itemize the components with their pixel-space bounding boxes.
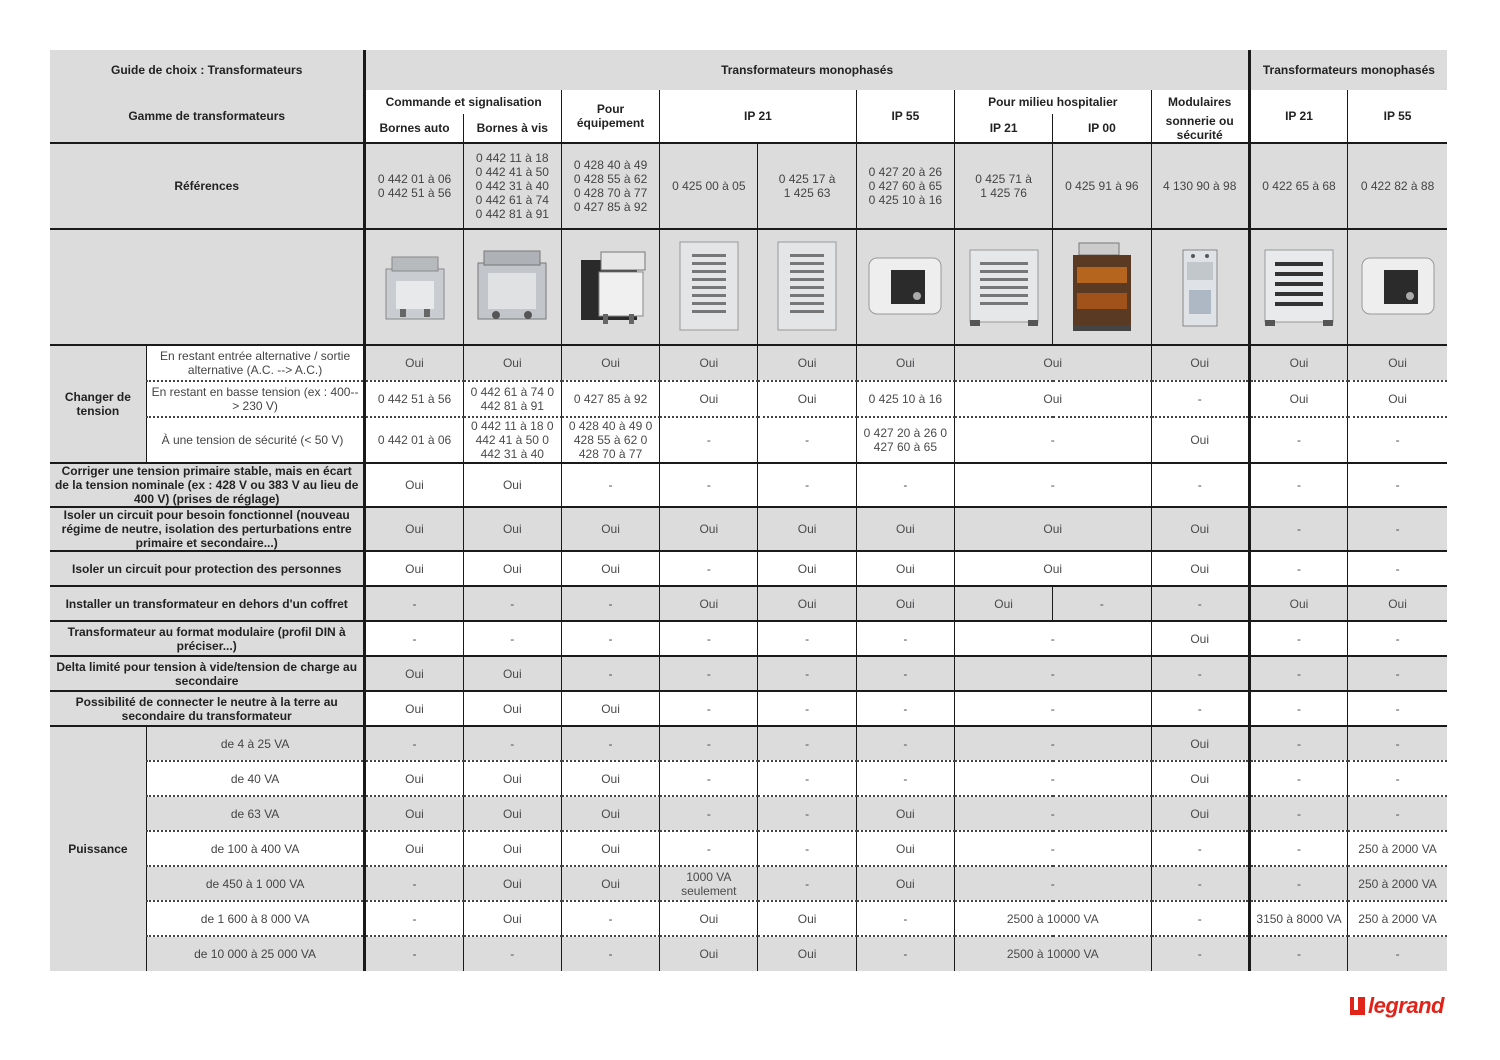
ref-line: 1 425 76 bbox=[980, 186, 1027, 200]
row-label: Isoler un circuit pour besoin fonctionnel (nouveau régime de neutre, isolation des perturbations entre primaire et secondaire...) bbox=[50, 507, 365, 551]
ref-line: 0 442 11 à 18 bbox=[476, 151, 549, 165]
cell-value: - bbox=[365, 901, 463, 936]
cell-value: - bbox=[660, 691, 758, 726]
cell-value: - bbox=[1348, 463, 1447, 507]
cell-value: - bbox=[463, 621, 561, 656]
cell-value: - bbox=[463, 936, 561, 971]
transformer-open-icon bbox=[1053, 229, 1151, 345]
ref-line: 0 442 01 à 06 bbox=[377, 172, 452, 186]
cell-value: Oui bbox=[463, 691, 561, 726]
ref-line: 0 425 10 à 16 bbox=[868, 193, 943, 207]
modular-din-icon bbox=[1151, 229, 1249, 345]
transformer-black-icon bbox=[561, 229, 659, 345]
cell-value: - bbox=[856, 726, 954, 761]
row-sub-label: À une tension de sécurité (< 50 V) bbox=[146, 417, 365, 463]
cell-value: Oui bbox=[758, 345, 856, 381]
cell-value: Oui bbox=[1249, 586, 1347, 621]
cell-value: Oui bbox=[758, 901, 856, 936]
cell-value: Oui bbox=[1249, 381, 1347, 417]
row-sub-label: de 100 à 400 VA bbox=[146, 831, 365, 866]
brand-name: legrand bbox=[1368, 993, 1444, 1018]
cell-value: - bbox=[856, 463, 954, 507]
ref-cell bbox=[954, 143, 1052, 229]
cell-value: Oui bbox=[856, 507, 954, 551]
table-row bbox=[50, 621, 1447, 656]
enclosure-ip55-icon bbox=[1348, 229, 1447, 345]
selection-guide-table bbox=[50, 50, 1447, 971]
cell-value: - bbox=[856, 691, 954, 726]
cell-value: 2500 à 10000 VA bbox=[954, 936, 1151, 971]
ref-line: 0 428 40 à 49 bbox=[573, 158, 648, 172]
cell-value: - bbox=[954, 691, 1151, 726]
cell-value: - bbox=[758, 621, 856, 656]
enclosure-ip21-icon bbox=[1249, 229, 1347, 345]
cell-value: Oui bbox=[365, 656, 463, 691]
ref-cell bbox=[463, 143, 561, 229]
cell-value: Oui bbox=[463, 866, 561, 901]
header-bell-safety: sonnerie ou sécurité bbox=[1151, 114, 1249, 143]
power-label: Puissance bbox=[50, 726, 146, 971]
row-label: Installer un transformateur en dehors d'un coffret bbox=[50, 586, 365, 621]
cell-value: Oui bbox=[561, 345, 659, 381]
header-hospital: Pour milieu hospitalier bbox=[954, 90, 1151, 114]
cell-value: - bbox=[758, 796, 856, 831]
cell-value: Oui bbox=[954, 507, 1151, 551]
cell-value: - bbox=[365, 866, 463, 901]
ref-cell: 0 425 00 à 05 bbox=[660, 143, 758, 229]
cell-value: - bbox=[561, 936, 659, 971]
cell-value: Oui bbox=[1151, 417, 1249, 463]
cell-value: 250 à 2000 VA bbox=[1348, 866, 1447, 901]
header-single-phase-2: Transformateurs monophasés bbox=[1249, 50, 1447, 90]
cell-value: Oui bbox=[954, 586, 1052, 621]
cell-value: Oui bbox=[1348, 586, 1447, 621]
product-images-row bbox=[50, 229, 1447, 345]
page-title: Guide de choix : Transformateurs bbox=[50, 50, 365, 90]
cell-value: - bbox=[660, 726, 758, 761]
cell-value: - bbox=[1151, 463, 1249, 507]
table-row bbox=[50, 463, 1447, 507]
cell-value: Oui bbox=[856, 345, 954, 381]
enclosure-ip21-icon bbox=[758, 229, 856, 345]
row-label: Corriger une tension primaire stable, mais en écart de la tension nominale (ex : 428 V ou 383 V au lieu de 400 V) (prises de réglage) bbox=[50, 463, 365, 507]
cell-value: 0 427 20 à 26 0 427 60 à 65 bbox=[856, 417, 954, 463]
table-row bbox=[50, 656, 1447, 691]
cell-value: - bbox=[561, 463, 659, 507]
cell-value: Oui bbox=[660, 381, 758, 417]
cell-value: Oui bbox=[365, 796, 463, 831]
range-label: Gamme de transformateurs bbox=[50, 90, 365, 143]
cell-value: - bbox=[561, 901, 659, 936]
cell-value: - bbox=[365, 726, 463, 761]
header-hospital-ip00: IP 00 bbox=[1053, 114, 1151, 143]
cell-value: Oui bbox=[660, 901, 758, 936]
cell-value: 1000 VA seulement bbox=[660, 866, 758, 901]
cell-value: 0 427 85 à 92 bbox=[561, 381, 659, 417]
cell-value: - bbox=[1249, 761, 1347, 796]
cell-value: - bbox=[463, 586, 561, 621]
header-equipment: Pour équipement bbox=[561, 90, 659, 143]
cell-value: Oui bbox=[1151, 551, 1249, 586]
cell-value: Oui bbox=[856, 796, 954, 831]
cell-value: Oui bbox=[758, 586, 856, 621]
cell-value: Oui bbox=[365, 761, 463, 796]
cell-value: Oui bbox=[660, 507, 758, 551]
cell-value: - bbox=[1249, 796, 1347, 831]
power-row bbox=[50, 831, 1447, 866]
header-tri-ip21: IP 21 bbox=[1249, 90, 1347, 143]
cell-value: - bbox=[660, 551, 758, 586]
enclosure-ip21-icon bbox=[660, 229, 758, 345]
header-modular: Modulaires bbox=[1151, 90, 1249, 114]
cell-value: Oui bbox=[463, 831, 561, 866]
cell-value: - bbox=[1348, 551, 1447, 586]
row-label: Possibilité de connecter le neutre à la terre au secondaire du transformateur bbox=[50, 691, 365, 726]
cell-value: Oui bbox=[463, 656, 561, 691]
cell-value: Oui bbox=[856, 866, 954, 901]
cell-value: Oui bbox=[856, 586, 954, 621]
ref-line: 0 442 41 à 50 bbox=[475, 165, 549, 179]
cell-value: Oui bbox=[660, 936, 758, 971]
cell-value: - bbox=[1151, 866, 1249, 901]
cell-value: Oui bbox=[463, 901, 561, 936]
cell-value: - bbox=[1151, 936, 1249, 971]
ref-line: 0 428 70 à 77 bbox=[573, 186, 648, 200]
cell-value: - bbox=[954, 726, 1151, 761]
cell-value: Oui bbox=[561, 551, 659, 586]
cell-value: - bbox=[660, 463, 758, 507]
cell-value: - bbox=[954, 831, 1151, 866]
header-tri-ip55: IP 55 bbox=[1348, 90, 1447, 143]
cell-value: Oui bbox=[463, 345, 561, 381]
cell-value: Oui bbox=[758, 507, 856, 551]
cell-value: - bbox=[365, 936, 463, 971]
cell-value: - bbox=[561, 726, 659, 761]
power-row bbox=[50, 726, 1447, 761]
cell-value: Oui bbox=[1348, 381, 1447, 417]
cell-value: Oui bbox=[1151, 726, 1249, 761]
ref-line: 0 428 55 à 62 bbox=[573, 172, 648, 186]
cell-value: Oui bbox=[561, 691, 659, 726]
cell-value: Oui bbox=[1151, 796, 1249, 831]
row-sub-label: de 4 à 25 VA bbox=[146, 726, 365, 761]
cell-value: - bbox=[1151, 381, 1249, 417]
cell-value: - bbox=[1348, 726, 1447, 761]
cell-value: - bbox=[1348, 761, 1447, 796]
cell-value: - bbox=[1249, 621, 1347, 656]
table-row bbox=[50, 551, 1447, 586]
cell-value: 3150 à 8000 VA bbox=[1249, 901, 1347, 936]
ref-cell: 4 130 90 à 98 bbox=[1151, 143, 1249, 229]
header-ip21: IP 21 bbox=[660, 90, 857, 143]
cell-value: - bbox=[856, 901, 954, 936]
cell-value: Oui bbox=[561, 796, 659, 831]
enclosure-ip55-icon bbox=[856, 229, 954, 345]
cell-value: Oui bbox=[463, 507, 561, 551]
cell-value: - bbox=[758, 726, 856, 761]
references-row bbox=[50, 143, 1447, 229]
cell-value: - bbox=[561, 656, 659, 691]
cell-value: 0 425 10 à 16 bbox=[856, 381, 954, 417]
cell-value: 250 à 2000 VA bbox=[1348, 831, 1447, 866]
cell-value: - bbox=[758, 417, 856, 463]
cell-value: Oui bbox=[365, 345, 463, 381]
cell-value: Oui bbox=[1249, 345, 1347, 381]
cell-value: - bbox=[365, 621, 463, 656]
cell-value: - bbox=[758, 831, 856, 866]
cell-value: - bbox=[660, 621, 758, 656]
voltage-row-low bbox=[50, 381, 1447, 417]
cell-value: - bbox=[1348, 656, 1447, 691]
row-sub-label: de 10 000 à 25 000 VA bbox=[146, 936, 365, 971]
voltage-row-safety bbox=[50, 417, 1447, 463]
cell-value: - bbox=[1249, 726, 1347, 761]
cell-value: 0 442 01 à 06 bbox=[365, 417, 463, 463]
cell-value: - bbox=[561, 621, 659, 656]
cell-value: Oui bbox=[561, 831, 659, 866]
power-row bbox=[50, 866, 1447, 901]
cell-value: Oui bbox=[856, 831, 954, 866]
cell-value: - bbox=[954, 761, 1151, 796]
ref-cell: 0 425 91 à 96 bbox=[1053, 143, 1151, 229]
legrand-mark-icon bbox=[1350, 997, 1365, 1015]
ref-cell bbox=[856, 143, 954, 229]
cell-value: - bbox=[1348, 417, 1447, 463]
header-auto-terminals: Bornes auto bbox=[365, 114, 463, 143]
cell-value: Oui bbox=[954, 551, 1151, 586]
cell-value: - bbox=[1053, 586, 1151, 621]
cell-value: Oui bbox=[561, 507, 659, 551]
cell-value: - bbox=[856, 761, 954, 796]
header-hospital-ip21: IP 21 bbox=[954, 114, 1052, 143]
row-sub-label: de 450 à 1 000 VA bbox=[146, 866, 365, 901]
cell-value: - bbox=[1249, 507, 1347, 551]
cell-value: - bbox=[856, 621, 954, 656]
row-sub-label: de 1 600 à 8 000 VA bbox=[146, 901, 365, 936]
cell-value: Oui bbox=[660, 345, 758, 381]
cell-value: Oui bbox=[1151, 621, 1249, 656]
cell-value: - bbox=[1249, 656, 1347, 691]
cell-value: - bbox=[660, 656, 758, 691]
cell-value: 0 428 40 à 49 0 428 55 à 62 0 428 70 à 77 bbox=[561, 417, 659, 463]
cell-value: - bbox=[1348, 507, 1447, 551]
header-screw-terminals: Bornes à vis bbox=[463, 114, 561, 143]
cell-value: - bbox=[561, 586, 659, 621]
cell-value: Oui bbox=[365, 507, 463, 551]
ref-cell bbox=[561, 143, 659, 229]
legrand-logo bbox=[1350, 993, 1444, 1019]
ref-line: 0 442 81 à 91 bbox=[475, 207, 549, 221]
cell-value: - bbox=[954, 621, 1151, 656]
ref-line: 0 425 71 à bbox=[975, 172, 1032, 186]
cell-value: - bbox=[660, 831, 758, 866]
row-sub-label: de 63 VA bbox=[146, 796, 365, 831]
cell-value: Oui bbox=[463, 551, 561, 586]
images-label-cell bbox=[50, 229, 365, 345]
cell-value: - bbox=[856, 656, 954, 691]
header-control-signal: Commande et signalisation bbox=[365, 90, 562, 114]
cell-value: Oui bbox=[365, 463, 463, 507]
cell-value: - bbox=[758, 463, 856, 507]
row-label: Delta limité pour tension à vide/tension de charge au secondaire bbox=[50, 656, 365, 691]
cell-value: Oui bbox=[758, 381, 856, 417]
power-row bbox=[50, 796, 1447, 831]
table-row bbox=[50, 586, 1447, 621]
cell-value: Oui bbox=[463, 796, 561, 831]
header-ip55: IP 55 bbox=[856, 90, 954, 143]
header-single-phase: Transformateurs monophasés bbox=[365, 50, 1249, 90]
cell-value: - bbox=[1249, 936, 1347, 971]
row-sub-label: de 40 VA bbox=[146, 761, 365, 796]
cell-value: - bbox=[1249, 691, 1347, 726]
table-row bbox=[50, 691, 1447, 726]
ref-cell bbox=[758, 143, 856, 229]
cell-value: - bbox=[1151, 831, 1249, 866]
cell-value: - bbox=[1151, 586, 1249, 621]
cell-value: - bbox=[954, 463, 1151, 507]
cell-value: - bbox=[365, 586, 463, 621]
power-row bbox=[50, 936, 1447, 971]
cell-value: Oui bbox=[1348, 345, 1447, 381]
cell-value: - bbox=[1348, 621, 1447, 656]
cell-value: - bbox=[1249, 417, 1347, 463]
enclosure-hospital-icon bbox=[954, 229, 1052, 345]
cell-value: 0 442 61 à 74 0 442 81 à 91 bbox=[463, 381, 561, 417]
cell-value: - bbox=[954, 866, 1151, 901]
cell-value: Oui bbox=[365, 831, 463, 866]
cell-value: Oui bbox=[463, 463, 561, 507]
cell-value: Oui bbox=[660, 586, 758, 621]
ref-line: 0 442 51 à 56 bbox=[377, 186, 452, 200]
cell-value: Oui bbox=[758, 936, 856, 971]
cell-value: - bbox=[463, 726, 561, 761]
cell-value: - bbox=[954, 417, 1151, 463]
cell-value: Oui bbox=[365, 551, 463, 586]
cell-value: - bbox=[954, 656, 1151, 691]
ref-cell: 0 422 65 à 68 bbox=[1249, 143, 1347, 229]
cell-value: - bbox=[1348, 796, 1447, 831]
cell-value: Oui bbox=[561, 761, 659, 796]
ref-line: 0 427 20 à 26 bbox=[868, 165, 943, 179]
cell-value: Oui bbox=[1151, 507, 1249, 551]
cell-value: Oui bbox=[758, 551, 856, 586]
transformer-grey-large-icon bbox=[463, 229, 561, 345]
cell-value: Oui bbox=[561, 866, 659, 901]
cell-value: - bbox=[758, 866, 856, 901]
cell-value: Oui bbox=[365, 691, 463, 726]
ref-line: 0 427 60 à 65 bbox=[868, 179, 943, 193]
voltage-row-ac bbox=[50, 345, 1447, 381]
cell-value: Oui bbox=[1151, 345, 1249, 381]
cell-value: - bbox=[1151, 901, 1249, 936]
cell-value: - bbox=[1249, 551, 1347, 586]
cell-value: - bbox=[1348, 691, 1447, 726]
table-row bbox=[50, 507, 1447, 551]
cell-value: 0 442 11 à 18 0 442 41 à 50 0 442 31 à 40 bbox=[463, 417, 561, 463]
cell-value: 250 à 2000 VA bbox=[1348, 901, 1447, 936]
cell-value: - bbox=[954, 796, 1151, 831]
cell-value: Oui bbox=[856, 551, 954, 586]
cell-value: - bbox=[1348, 936, 1447, 971]
row-label: Transformateur au format modulaire (profil DIN à préciser...) bbox=[50, 621, 365, 656]
ref-line: 0 442 31 à 40 bbox=[475, 179, 549, 193]
cell-value: Oui bbox=[1151, 761, 1249, 796]
transformer-grey-icon bbox=[365, 229, 463, 345]
cell-value: 0 442 51 à 56 bbox=[365, 381, 463, 417]
cell-value: - bbox=[1249, 463, 1347, 507]
cell-value: Oui bbox=[954, 381, 1151, 417]
ref-line: 0 427 85 à 92 bbox=[573, 200, 648, 214]
power-row bbox=[50, 901, 1447, 936]
ref-line: 0 442 61 à 74 bbox=[475, 193, 549, 207]
cell-value: - bbox=[758, 691, 856, 726]
cell-value: - bbox=[1151, 691, 1249, 726]
row-sub-label: En restant entrée alternative / sortie alternative (A.C. --> A.C.) bbox=[146, 345, 365, 381]
row-sub-label: En restant en basse tension (ex : 400--> 230 V) bbox=[146, 381, 365, 417]
cell-value: 2500 à 10000 VA bbox=[954, 901, 1151, 936]
cell-value: - bbox=[660, 761, 758, 796]
power-row bbox=[50, 761, 1447, 796]
cell-value: - bbox=[660, 796, 758, 831]
cell-value: - bbox=[1249, 831, 1347, 866]
row-label: Isoler un circuit pour protection des personnes bbox=[50, 551, 365, 586]
references-label: Références bbox=[50, 143, 365, 229]
ref-line: 1 425 63 bbox=[783, 186, 831, 200]
ref-line: 0 425 17 à bbox=[778, 172, 836, 186]
cell-value: Oui bbox=[954, 345, 1151, 381]
changer-label: Changer de tension bbox=[50, 345, 146, 463]
cell-value: - bbox=[1151, 656, 1249, 691]
ref-cell bbox=[365, 143, 463, 229]
cell-value: - bbox=[660, 417, 758, 463]
ref-cell: 0 422 82 à 88 bbox=[1348, 143, 1447, 229]
cell-value: - bbox=[1249, 866, 1347, 901]
cell-value: Oui bbox=[463, 761, 561, 796]
cell-value: - bbox=[758, 761, 856, 796]
cell-value: - bbox=[856, 936, 954, 971]
cell-value: - bbox=[758, 656, 856, 691]
